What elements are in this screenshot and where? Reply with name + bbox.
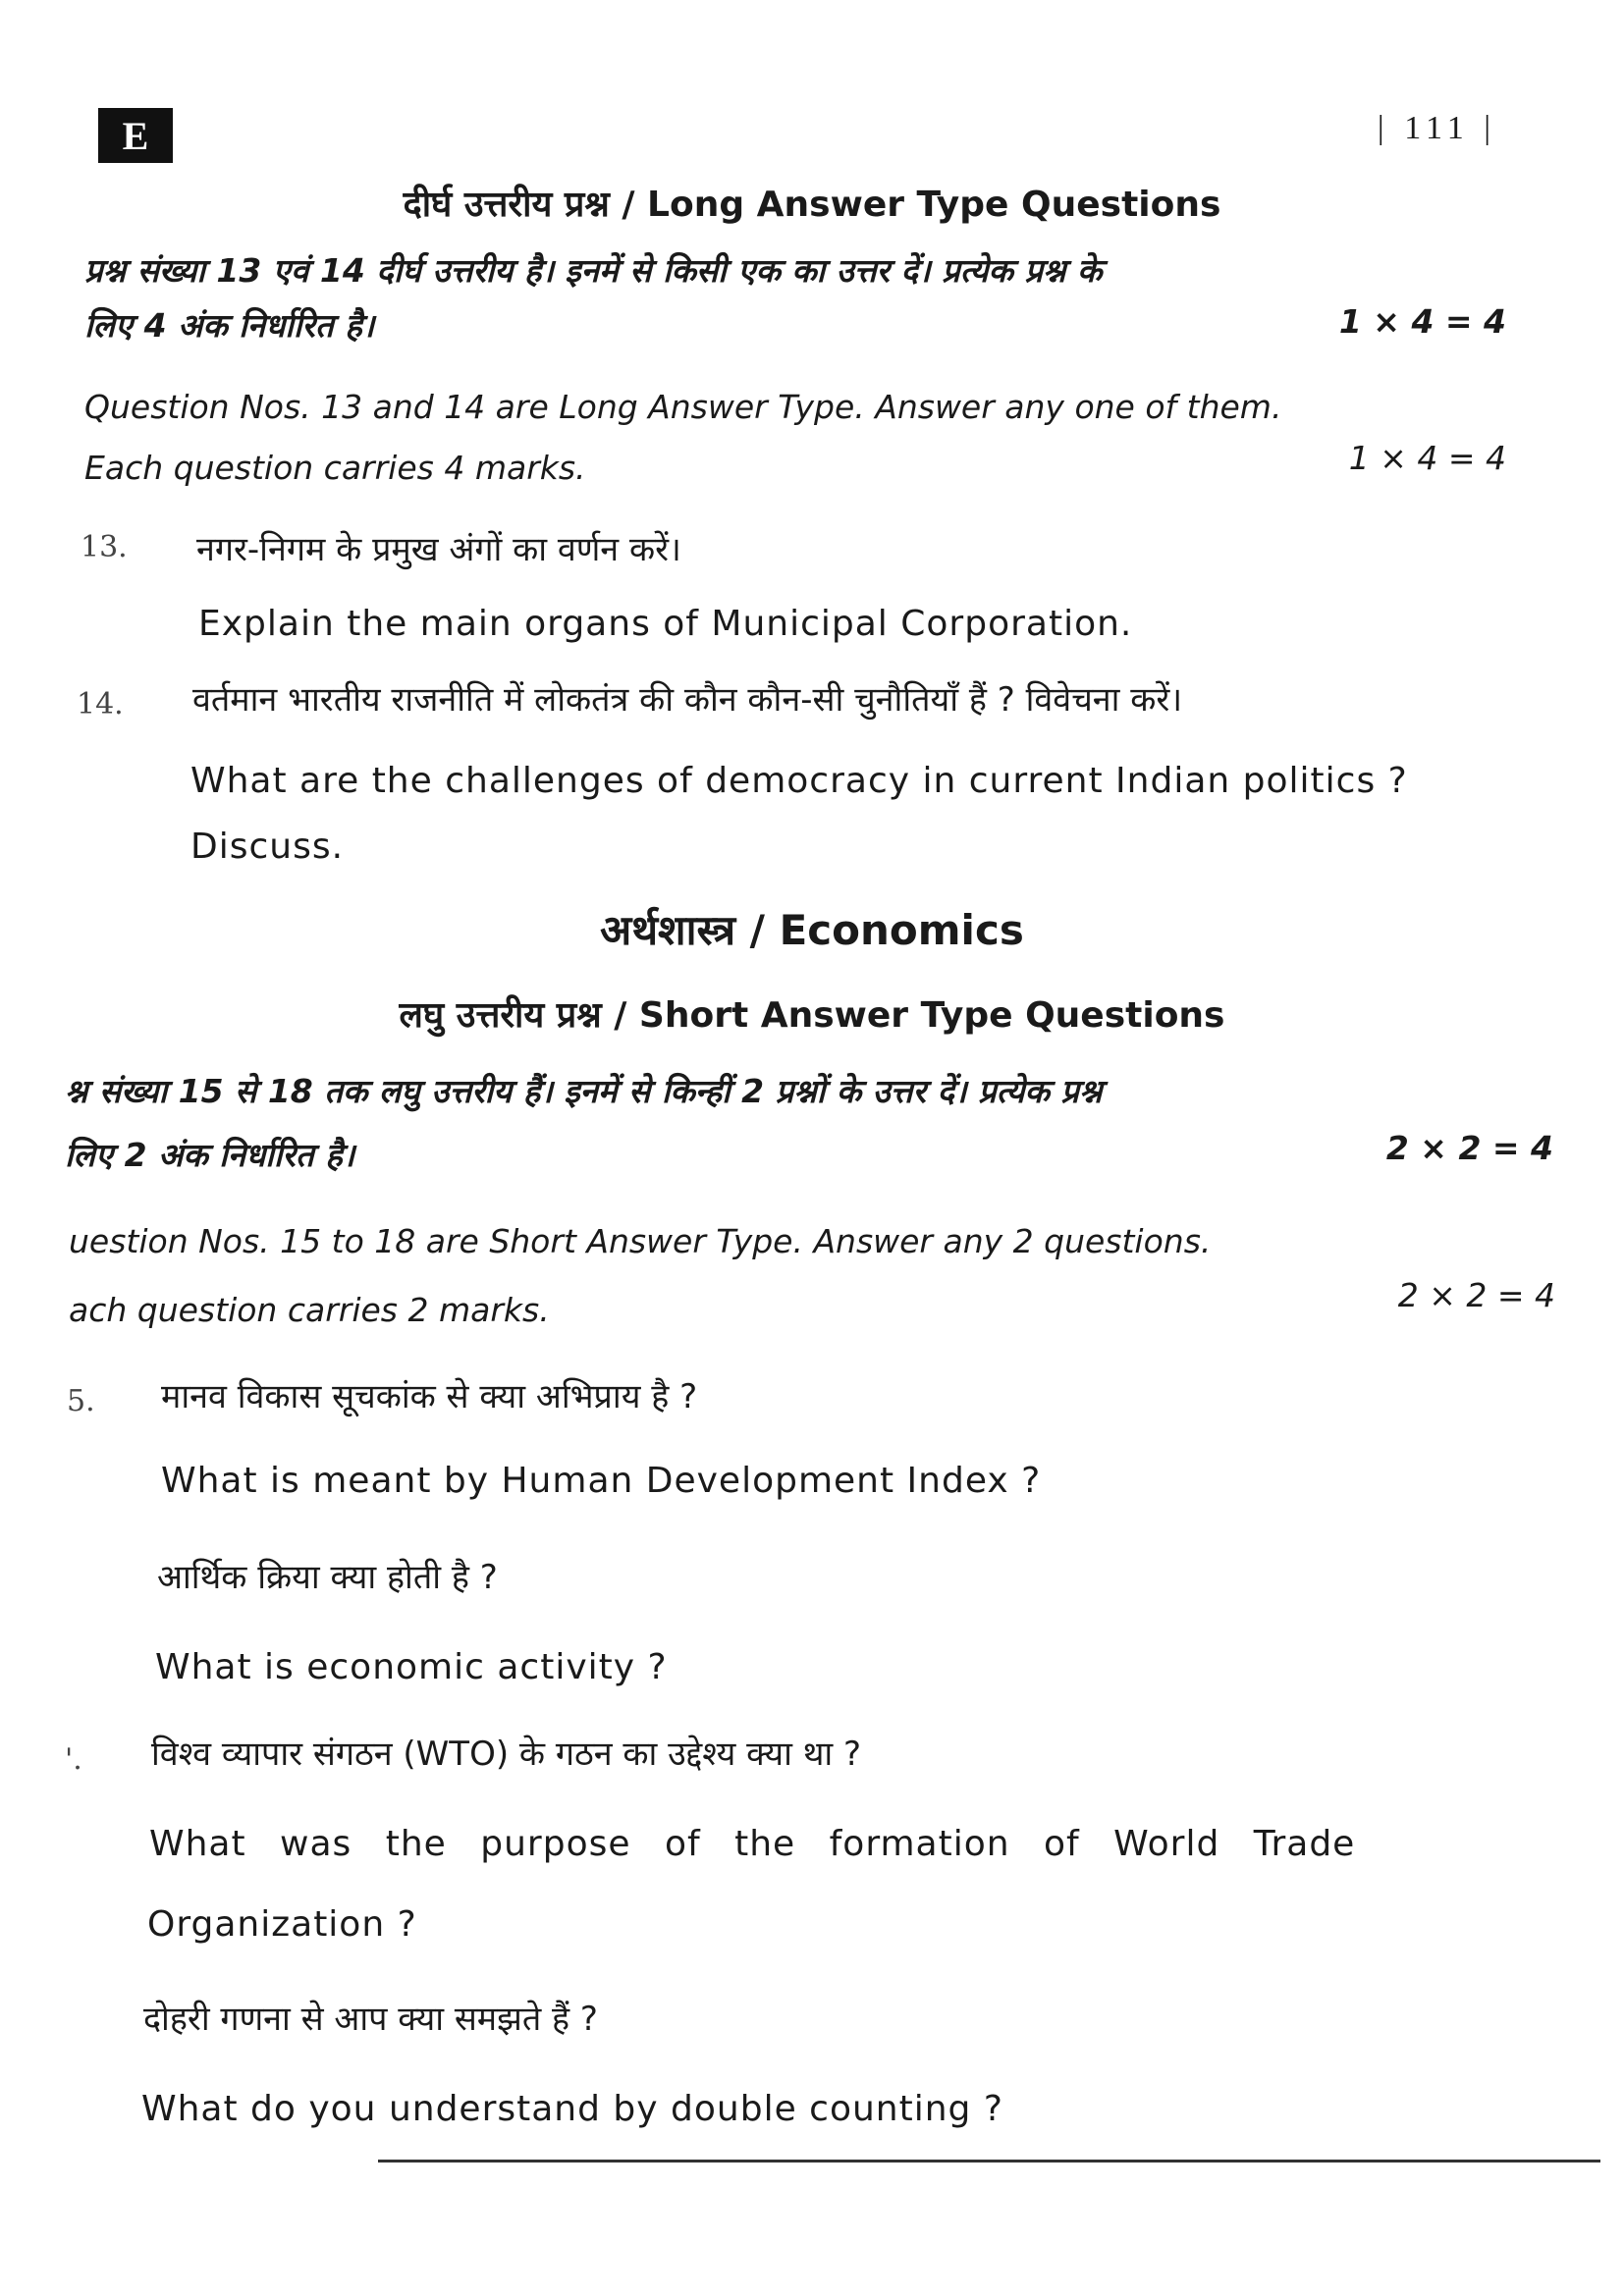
- question-number: 14.: [77, 687, 124, 721]
- set-label-badge: [98, 108, 173, 163]
- question-13-hindi: नगर-निगम के प्रमुख अंगों का वर्णन करें।: [196, 530, 681, 569]
- end-rule: [378, 2160, 1600, 2163]
- question-17-hindi: विश्व व्यापार संगठन (WTO) के गठन का उद्देश्य क्या था ?: [151, 1735, 862, 1774]
- question-17-english-cont: Organization ?: [147, 1904, 417, 1945]
- question-16-hindi: आर्थिक क्रिया क्या होती है ?: [157, 1558, 498, 1597]
- question-14-english: What are the challenges of democracy in current Indian politics ?: [190, 761, 1408, 801]
- short-instruction-english-1: uestion Nos. 15 to 18 are Short Answer Type. Answer any 2 questions.: [69, 1222, 1212, 1260]
- long-instruction-hindi-2: लिए 4 अंक निर्धारित है।: [84, 306, 375, 345]
- short-instruction-hindi-1: श्न संख्या 15 से 18 तक लघु उत्तरीय हैं। इनमें से किन्हीं 2 प्रश्नों के उत्तर दें। प्रत्येक प्रश्न: [65, 1072, 1103, 1110]
- question-number: 13.: [81, 530, 128, 564]
- long-marks-english: 1 × 4 = 4: [1348, 439, 1506, 477]
- long-instruction-english-1: Question Nos. 13 and 14 are Long Answer Type. Answer any one of them.: [84, 388, 1282, 426]
- short-answer-heading: लघु उत्तरीय प्रश्न / Short Answer Type Questions: [399, 995, 1225, 1036]
- long-instruction-hindi-1: प्रश्न संख्या 13 एवं 14 दीर्घ उत्तरीय है। इनमें से किसी एक का उत्तर दें। प्रत्येक प्रश्न के: [84, 251, 1103, 290]
- question-14-hindi: वर्तमान भारतीय राजनीति में लोकतंत्र की कौन कौन-सी चुनौतियाँ हैं ? विवेचना करें।: [192, 680, 1183, 720]
- set-label: E: [122, 113, 149, 158]
- question-18-hindi: दोहरी गणना से आप क्या समझते हैं ?: [143, 2000, 598, 2039]
- question-number: 5.: [67, 1384, 95, 1418]
- page-code: | 111 |: [1377, 110, 1496, 146]
- question-15-english: What is meant by Human Development Index ?: [161, 1461, 1042, 1501]
- long-marks-hindi: 1 × 4 = 4: [1338, 302, 1506, 341]
- question-number: '.: [65, 1742, 82, 1777]
- short-marks-english: 2 × 2 = 4: [1397, 1276, 1555, 1314]
- question-13-english: Explain the main organs of Municipal Corporation.: [198, 604, 1133, 644]
- economics-title: अर्थशास्त्र / Economics: [600, 906, 1024, 954]
- question-17-english: What was the purpose of the formation of World Trade: [149, 1824, 1356, 1864]
- question-15-hindi: मानव विकास सूचकांक से क्या अभिप्राय है ?: [161, 1377, 698, 1416]
- question-14-english-cont: Discuss.: [190, 827, 345, 867]
- long-answer-heading: दीर्घ उत्तरीय प्रश्न / Long Answer Type Questions: [403, 185, 1221, 225]
- short-instruction-hindi-2: लिए 2 अंक निर्धारित है।: [65, 1136, 355, 1174]
- long-instruction-english-2: Each question carries 4 marks.: [84, 449, 586, 487]
- question-18-english: What do you understand by double counting ?: [141, 2089, 1003, 2129]
- short-marks-hindi: 2 × 2 = 4: [1385, 1129, 1553, 1167]
- question-16-english: What is economic activity ?: [155, 1647, 668, 1687]
- short-instruction-english-2: ach question carries 2 marks.: [69, 1291, 550, 1329]
